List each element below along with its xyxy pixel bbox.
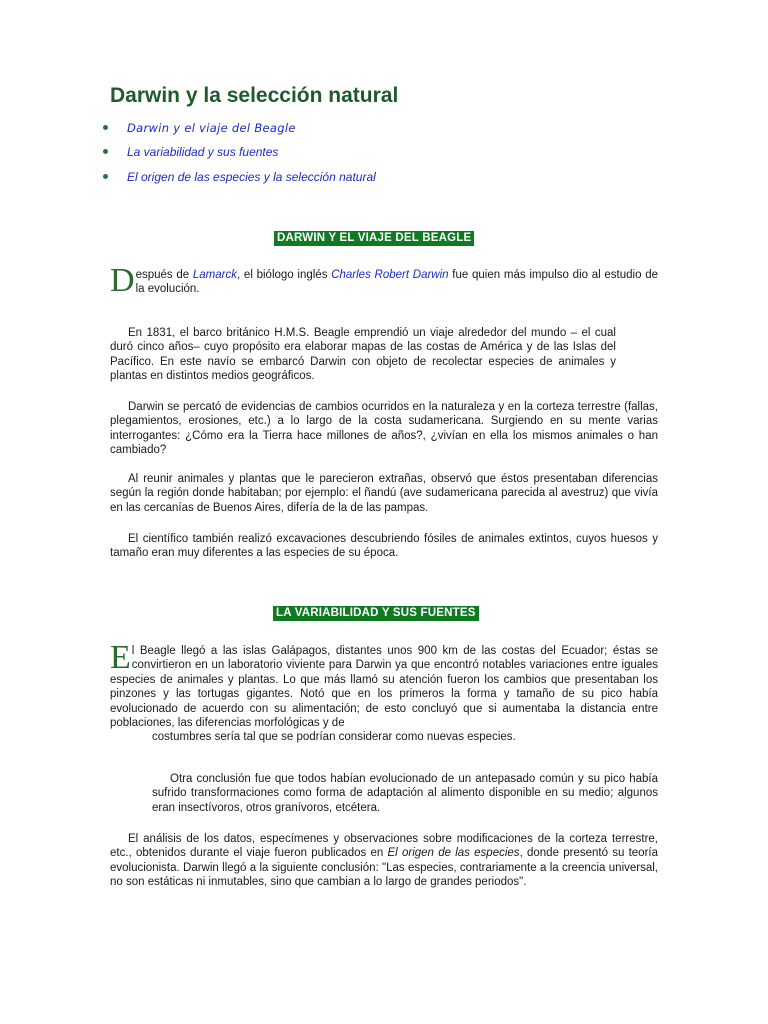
dropcap: E — [110, 639, 131, 676]
dropcap: D — [110, 262, 135, 299]
book-title: El origen de las especies — [387, 847, 520, 860]
paragraph-1831: En 1831, el barco británico H.M.S. Beagle emprendió un viaje alrededor del mundo – el cual duró cinco años– cuyo propósito era elaborar mapas de las costas de América y de las Islas del Pacífico. En este navío se embarcó Darwin con objeto de recolectar especies de animales y plantas en distintos medios geográficos. — [110, 327, 616, 383]
bullet-icon — [103, 149, 108, 154]
section-heading-beagle: DARWIN Y EL VIAJE DEL BEAGLE — [274, 231, 474, 246]
bullet-icon — [103, 125, 108, 130]
paragraph-galapagos: El Beagle llegó a las islas Galápagos, distantes unos 900 km de las costas del Ecuador; éstas se convirtieron en un laboratorio viviente para Darwin ya que encontró notables variaciones entre iguales especies de animales y plantas. Lo que más llamó su atención fueron los cambios que presentaban los pinzones y las tortugas gigantes. Notó que en los primeros la forma y tamaño de su pico había evolucionado de acuerdo con su alimentación; de esto concluyó que si aumentaba la distancia entre poblaciones, las diferencias morfológicas y de costumbres sería tal que se podrían considerar como nuevas especies. — [110, 639, 658, 744]
link-lamarck[interactable]: Lamarck — [192, 269, 237, 281]
paragraph-animales: Al reunir animales y plantas que le parecieron extrañas, observó que éstos presentaban diferencias según la región donde habitaban; por ejemplo: el ñandú (ave sudamericana parecida al avestruz) que vivía en las cercanías de Buenos Aires, difería de la de las pampas. — [110, 473, 658, 514]
toc-link-beagle[interactable]: Darwin y el viaje del Beagle — [127, 121, 296, 135]
toc-item-origen[interactable] — [0, 170, 700, 186]
page-title: Darwin y la selección natural — [110, 84, 399, 107]
bullet-icon — [103, 174, 108, 179]
toc-link-variabilidad[interactable]: La variabilidad y sus fuentes — [127, 145, 279, 159]
paragraph-analisis: El análisis de los datos, especímenes y observaciones sobre modificaciones de la corteza terrestre, etc., obtenidos durante el viaje fueron publicados en El origen de las especies, donde presentó su teoría evolucionista. Darwin llegó a la siguiente conclusión: "Las especies, contrariamente a la creencia universal, no son estáticas ni inmutables, sino que cambian a lo largo de grandes periodos". — [110, 833, 659, 889]
toc-item-variabilidad[interactable] — [0, 145, 700, 161]
paragraph-fosiles: El científico también realizó excavaciones descubriendo fósiles de animales extintos, cuyos huesos y tamaño eran muy diferentes a las especies de su época. — [110, 533, 658, 560]
toc-item-beagle[interactable] — [0, 121, 700, 137]
paragraph-intro: Después de Lamarck, el biólogo inglés Charles Robert Darwin fue quien más impulso dio al estudio de la evolución. — [110, 262, 659, 299]
paragraph-evidencias: Darwin se percató de evidencias de cambios ocurridos en la naturaleza y en la corteza terrestre (fallas, plegamientos, erosiones, etc.) a lo largo de la costa sudamericana. Surgiendo en su mente varias interrogantes: ¿Cómo era la Tierra hace millones de años?, ¿vivían en ella los mismos animales o han cambiado? — [110, 401, 658, 457]
section-heading-variabilidad: LA VARIABILIDAD Y SUS FUENTES — [273, 606, 479, 621]
link-darwin[interactable]: Charles Robert Darwin — [331, 269, 449, 281]
toc-link-origen[interactable]: El origen de las especies y la selección natural — [127, 170, 376, 184]
paragraph-conclusion: Otra conclusión fue que todos habían evolucionado de un antepasado común y su pico había sufrido transformaciones como forma de adaptación al alimento disponible en su medio; algunos eran insectívoros, otros granívoros, etcétera. — [152, 773, 658, 814]
